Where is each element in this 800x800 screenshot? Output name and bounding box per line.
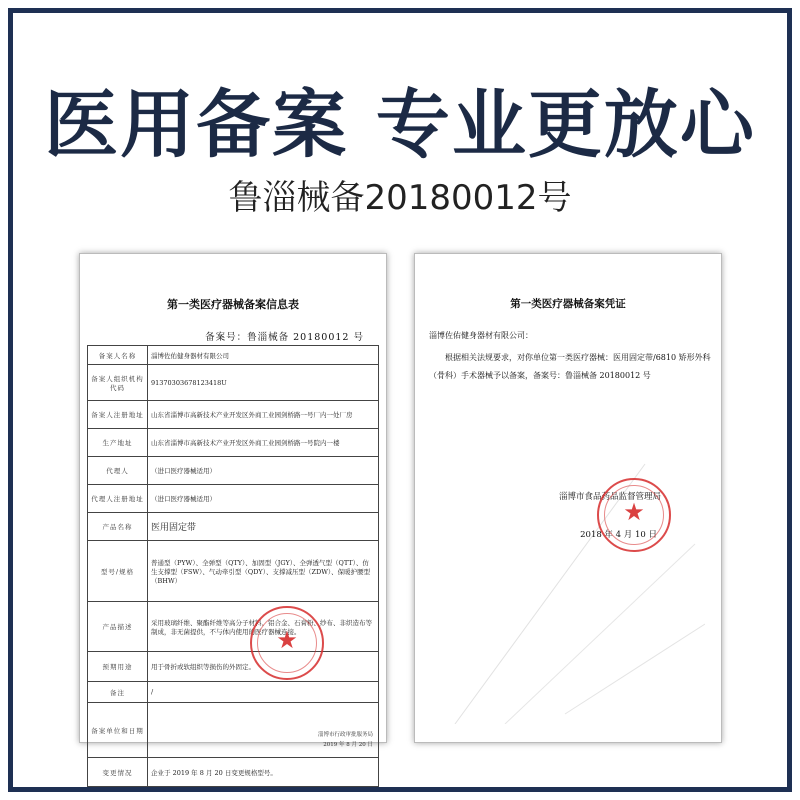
voucher-addressee: 淄博佐佑健身器材有限公司：	[429, 331, 533, 340]
row-value: 淄博佐佑健身器材有限公司	[148, 346, 379, 365]
row-label: 代理人	[88, 457, 148, 485]
voucher-title: 第一类医疗器械备案凭证	[510, 298, 626, 310]
approval-cell	[148, 703, 379, 758]
approval-org: 淄博市行政审批服务局	[317, 732, 373, 738]
table-row	[88, 485, 379, 513]
approval-date: 2019 年 8 月 20 日	[323, 742, 373, 748]
row-value: 采用玻璃纤维、聚酯纤维等高分子材料、铝合金、石膏粉、纱布、非织造布等制成，非无菌提供，不与体内使用的医疗器械连接。	[148, 602, 379, 652]
row-value: 91370303678123418U	[148, 365, 379, 401]
row-value: 普通型（PYW）、全弹型（QTY）、加固型（JGY）、全弹透气型（QTT）、仿生支撑型（FSW）、气动牵引型（QDY）、支撑减压型（ZDW）、保暖护腰型（BHW）	[148, 541, 379, 602]
table-row	[88, 401, 379, 429]
headline: 医用备案 专业更放心	[44, 82, 756, 168]
row-value: （进口医疗器械适用）	[148, 485, 379, 513]
row-label: 备注	[88, 682, 148, 703]
row-label: 备案人注册地址	[88, 401, 148, 429]
row-label: 变更情况	[88, 758, 148, 787]
row-label: 产品名称	[88, 513, 148, 541]
row-value: 用于骨折或软组织等损伤的外固定。	[148, 652, 379, 682]
row-value: /	[148, 682, 379, 703]
table-row	[88, 365, 379, 401]
table-row	[88, 346, 379, 365]
paper-fold-creases	[445, 424, 705, 724]
table-row	[88, 602, 379, 652]
red-official-seal: ★	[250, 606, 324, 680]
table-row	[88, 513, 379, 541]
record-number-subtitle: 鲁淄械备20180012号	[228, 178, 572, 218]
row-value: 医用固定带	[148, 513, 379, 541]
form-record-number: 备案号：鲁淄械备 20180012 号	[205, 332, 364, 343]
row-label: 生产地址	[88, 429, 148, 457]
row-label: 备案人组织机构代码	[88, 365, 148, 401]
row-label: 预期用途	[88, 652, 148, 682]
table-row	[88, 682, 379, 703]
voucher-date: 2018 年 4 月 10 日	[580, 530, 657, 540]
voucher-issuer: 淄博市食品药品监督管理局	[558, 492, 661, 502]
row-label: 产品描述	[88, 602, 148, 652]
table-row	[88, 652, 379, 682]
row-label: 备案人名称	[88, 346, 148, 365]
table-row	[88, 703, 379, 758]
row-value: 山东省淄博市高新技术产业开发区外商工业园剑桥路一号院内一楼	[148, 429, 379, 457]
row-label: 代理人注册地址	[88, 485, 148, 513]
row-label: 备案单位和日期	[88, 703, 148, 758]
record-info-form-document	[79, 253, 387, 777]
table-row	[88, 541, 379, 602]
row-value: （进口医疗器械适用）	[148, 457, 379, 485]
table-row	[88, 758, 379, 787]
red-official-seal: ★	[597, 478, 671, 552]
form-title: 第一类医疗器械备案信息表	[167, 298, 299, 311]
row-label: 型号/规格	[88, 541, 148, 602]
record-voucher-document	[414, 253, 722, 743]
table-row	[88, 457, 379, 485]
row-value: 山东省淄博市高新技术产业开发区外商工业园剑桥路一号厂内一处厂房	[148, 401, 379, 429]
record-info-table	[87, 345, 379, 787]
table-row	[88, 429, 379, 457]
voucher-body: 根据相关法规要求，对你单位第一类医疗器械：医用固定带/6810 矫形外科（骨科）手术器械予以备案，备案号：鲁淄械备 20180012 号	[429, 353, 711, 380]
row-value: 企业于 2019 年 8 月 20 日变更规格型号。	[148, 758, 379, 787]
